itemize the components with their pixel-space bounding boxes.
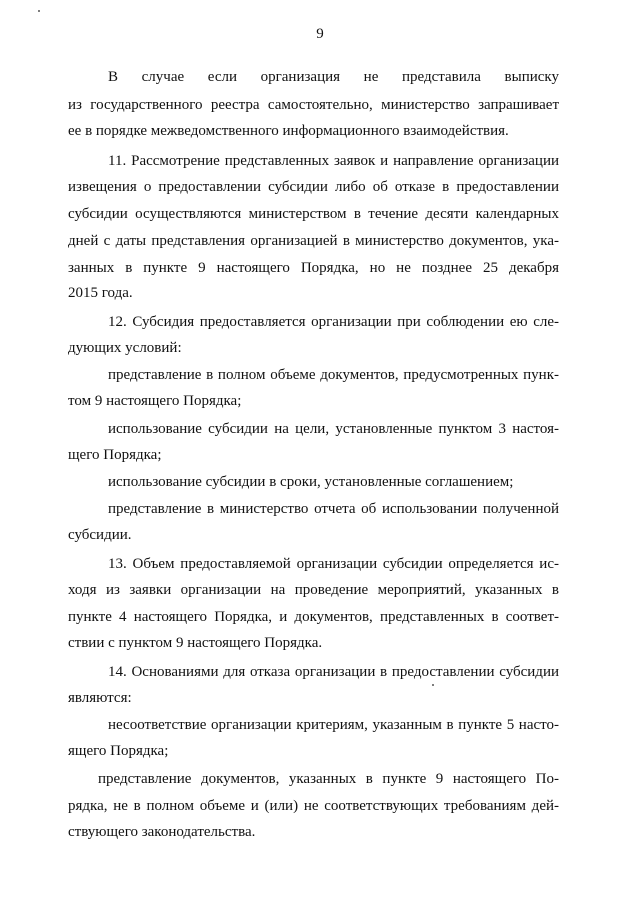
text-line: щего Порядка;: [68, 447, 162, 463]
text-line: ствующего законодательства.: [68, 824, 256, 840]
text-line: дующих условий:: [68, 340, 182, 356]
text-line: ящего Порядка;: [68, 743, 169, 759]
text-line: являются:: [68, 690, 132, 706]
text-line: несоответствие организации критериям, указанным в пункте 5 насто-: [108, 717, 559, 733]
text-line: 13. Объем предоставляемой организации субсидии определяется ис-: [108, 556, 559, 572]
text-line: В случае если организация не представила выписку: [108, 69, 559, 85]
text-line: использование субсидии в сроки, установленные соглашением;: [108, 474, 514, 490]
text-line: 12. Субсидия предоставляется организации при соблюдении ею сле-: [108, 314, 559, 330]
text-line: 2015 года.: [68, 285, 133, 301]
text-line: ходя из заявки организации на проведение мероприятий, указанных в: [68, 582, 559, 598]
text-line: пункте 4 настоящего Порядка, и документов, представленных в соответ-: [68, 609, 559, 625]
text-line: 11. Рассмотрение представленных заявок и направление организации: [108, 153, 559, 169]
text-line: использование субсидии на цели, установленные пунктом 3 настоя-: [108, 421, 559, 437]
scan-speck: [432, 684, 434, 686]
text-line: рядка, не в полном объеме и (или) не соответствующих требованиям дей-: [68, 798, 559, 814]
text-line: субсидии осуществляются министерством в течение десяти календарных: [68, 206, 559, 222]
text-line: извещения о предоставлении субсидии либо об отказе в предоставлении: [68, 179, 559, 195]
text-line: из государственного реестра самостоятельно, министерство запрашивает: [68, 97, 559, 113]
text-line: представление документов, указанных в пункте 9 настоящего По-: [98, 771, 559, 787]
text-line: том 9 настоящего Порядка;: [68, 393, 242, 409]
text-line: занных в пункте 9 настоящего Порядка, но не позднее 25 декабря: [68, 260, 559, 276]
text-line: представление в полном объеме документов, предусмотренных пунк-: [108, 367, 559, 383]
text-line: 14. Основаниями для отказа организации в предоставлении субсидии: [108, 664, 559, 680]
text-line: ее в порядке межведомственного информационного взаимодействия.: [68, 123, 509, 139]
scan-speck: [38, 10, 40, 12]
text-line: дней с даты представления организацией в министерство документов, ука-: [68, 233, 559, 249]
text-line: представление в министерство отчета об использовании полученной: [108, 501, 559, 517]
text-line: ствии с пунктом 9 настоящего Порядка.: [68, 635, 323, 651]
text-line: субсидии.: [68, 527, 132, 543]
page-number: 9: [316, 26, 324, 42]
